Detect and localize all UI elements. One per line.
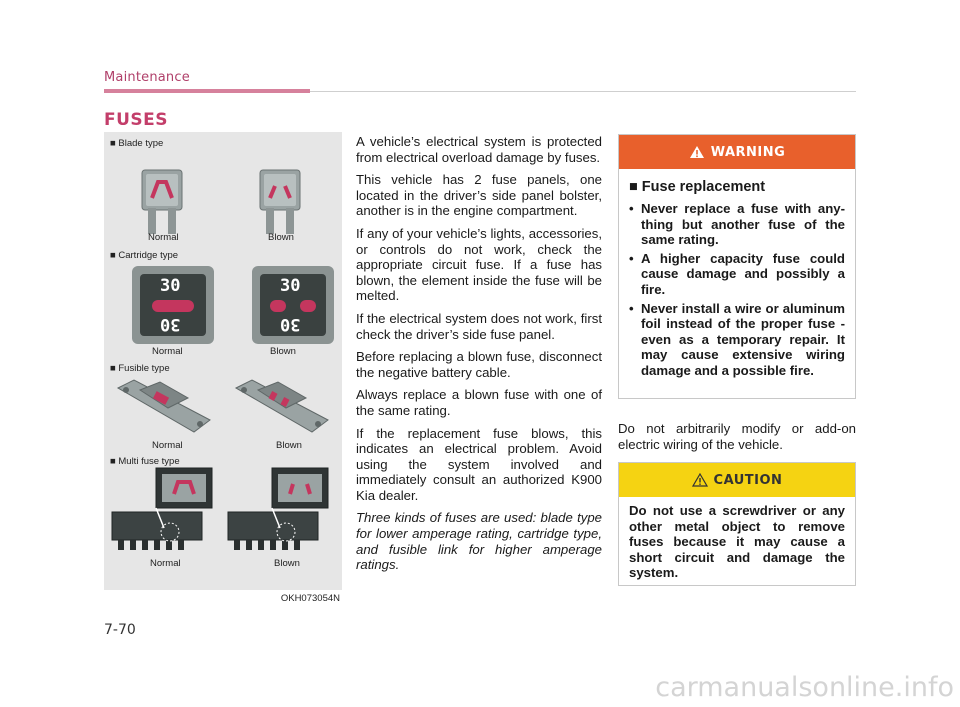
caution-text: Do not use a screwdriver or any other metal object to remove fuses because it may cause a short circuit and damage the system. [629,503,845,581]
page-number: 7-70 [104,622,136,638]
body-paragraph: Before replacing a blown fuse, disconnect the negative battery cable. [356,349,602,380]
blade-blown-caption: Blown [268,232,294,243]
caution-box [618,462,856,586]
fusible-type-label: ■ Fusible type [110,363,170,374]
header-rule [310,91,856,92]
warning-title: ■ Fuse replacement [629,179,766,195]
cartridge-type-label: ■ Cartridge type [110,250,179,261]
cartridge-rating-top: 30 [280,276,301,296]
blade-fuse-blown-image [258,168,302,236]
warning-box [618,134,856,399]
multi-fuse-blown-image [224,466,334,556]
fusible-blown-caption: Blown [276,440,302,451]
body-paragraph: If the replacement fuse blows, this indicates an electrical problem. Avoid using the system involved and immediately consult an authorized K900 Kia dealer. [356,425,602,503]
body-paragraph: Always replace a blown fuse with one of the same rating. [356,387,602,418]
warning-header [619,135,855,169]
cartridge-rating-bottom: 30 [280,314,301,334]
header-rule-accent [104,89,310,93]
warning-item: • Never install a wire or aluminum foil instead of the proper fuse - even as a temporary repair. It may cause extensive wiring damage and a possible fire. [629,301,845,379]
cartridge-rating-bottom: 30 [160,314,181,334]
body-paragraph: If the electrical system does not work, first check the driver’s side fuse panel. [356,310,602,342]
fusible-link-blown-image [232,376,332,438]
body-paragraph-italic: Three kinds of fuses are used: blade type for lower amperage rating, cartridge type, and fusible link for higher amperage ratings. [356,510,602,573]
cartridge-fuse-blown-image [252,266,334,344]
multi-fuse-type-label: ■ Multi fuse type [110,456,180,467]
blade-type-label: ■ Blade type [110,138,164,149]
fusible-link-normal-image [114,376,214,438]
figure-code: OKH073054N [280,593,340,604]
caution-header [619,463,855,497]
section-label: Maintenance [104,70,190,85]
warning-item: • Never replace a fuse with any-thing but another fuse of the same rating. [629,201,845,248]
cartridge-blown-caption: Blown [270,346,296,357]
cartridge-normal-caption: Normal [152,346,183,357]
fuse-types-figure [104,132,342,604]
watermark: carmanualsonline.info [655,672,954,703]
caution-header-label: CAUTION [713,472,783,488]
warning-list [619,201,855,379]
body-paragraph: If any of your vehicle’s lights, accessories, or controls do not work, check the appropriate circuit fuse. If a fuse has blown, the element inside the fuse will be melted. [356,225,602,304]
multi-normal-caption: Normal [150,558,181,569]
multi-fuse-normal-image [108,466,218,556]
body-paragraph: This vehicle has 2 fuse panels, one located in the driver’s side panel bolster, another is in the engine compartment. [356,172,602,219]
page-title: FUSES [104,110,169,130]
blade-normal-caption: Normal [148,232,179,243]
multi-blown-caption: Blown [274,558,300,569]
fusible-normal-caption: Normal [152,440,183,451]
blade-fuse-normal-image [140,168,184,236]
caution-triangle-icon [692,473,708,487]
cartridge-rating-top: 30 [160,276,181,296]
wiring-note: Do not arbitrarily modify or add-on electric wiring of the vehicle. [618,421,856,452]
warning-triangle-icon [689,145,705,159]
warning-header-label: WARNING [710,144,786,160]
body-text [356,134,602,580]
body-paragraph: A vehicle’s electrical system is protected from electrical overload damage by fuses. [356,134,602,165]
warning-item: • A higher capacity fuse could cause damage and possibly a fire. [629,251,845,298]
cartridge-fuse-normal-image [132,266,214,344]
